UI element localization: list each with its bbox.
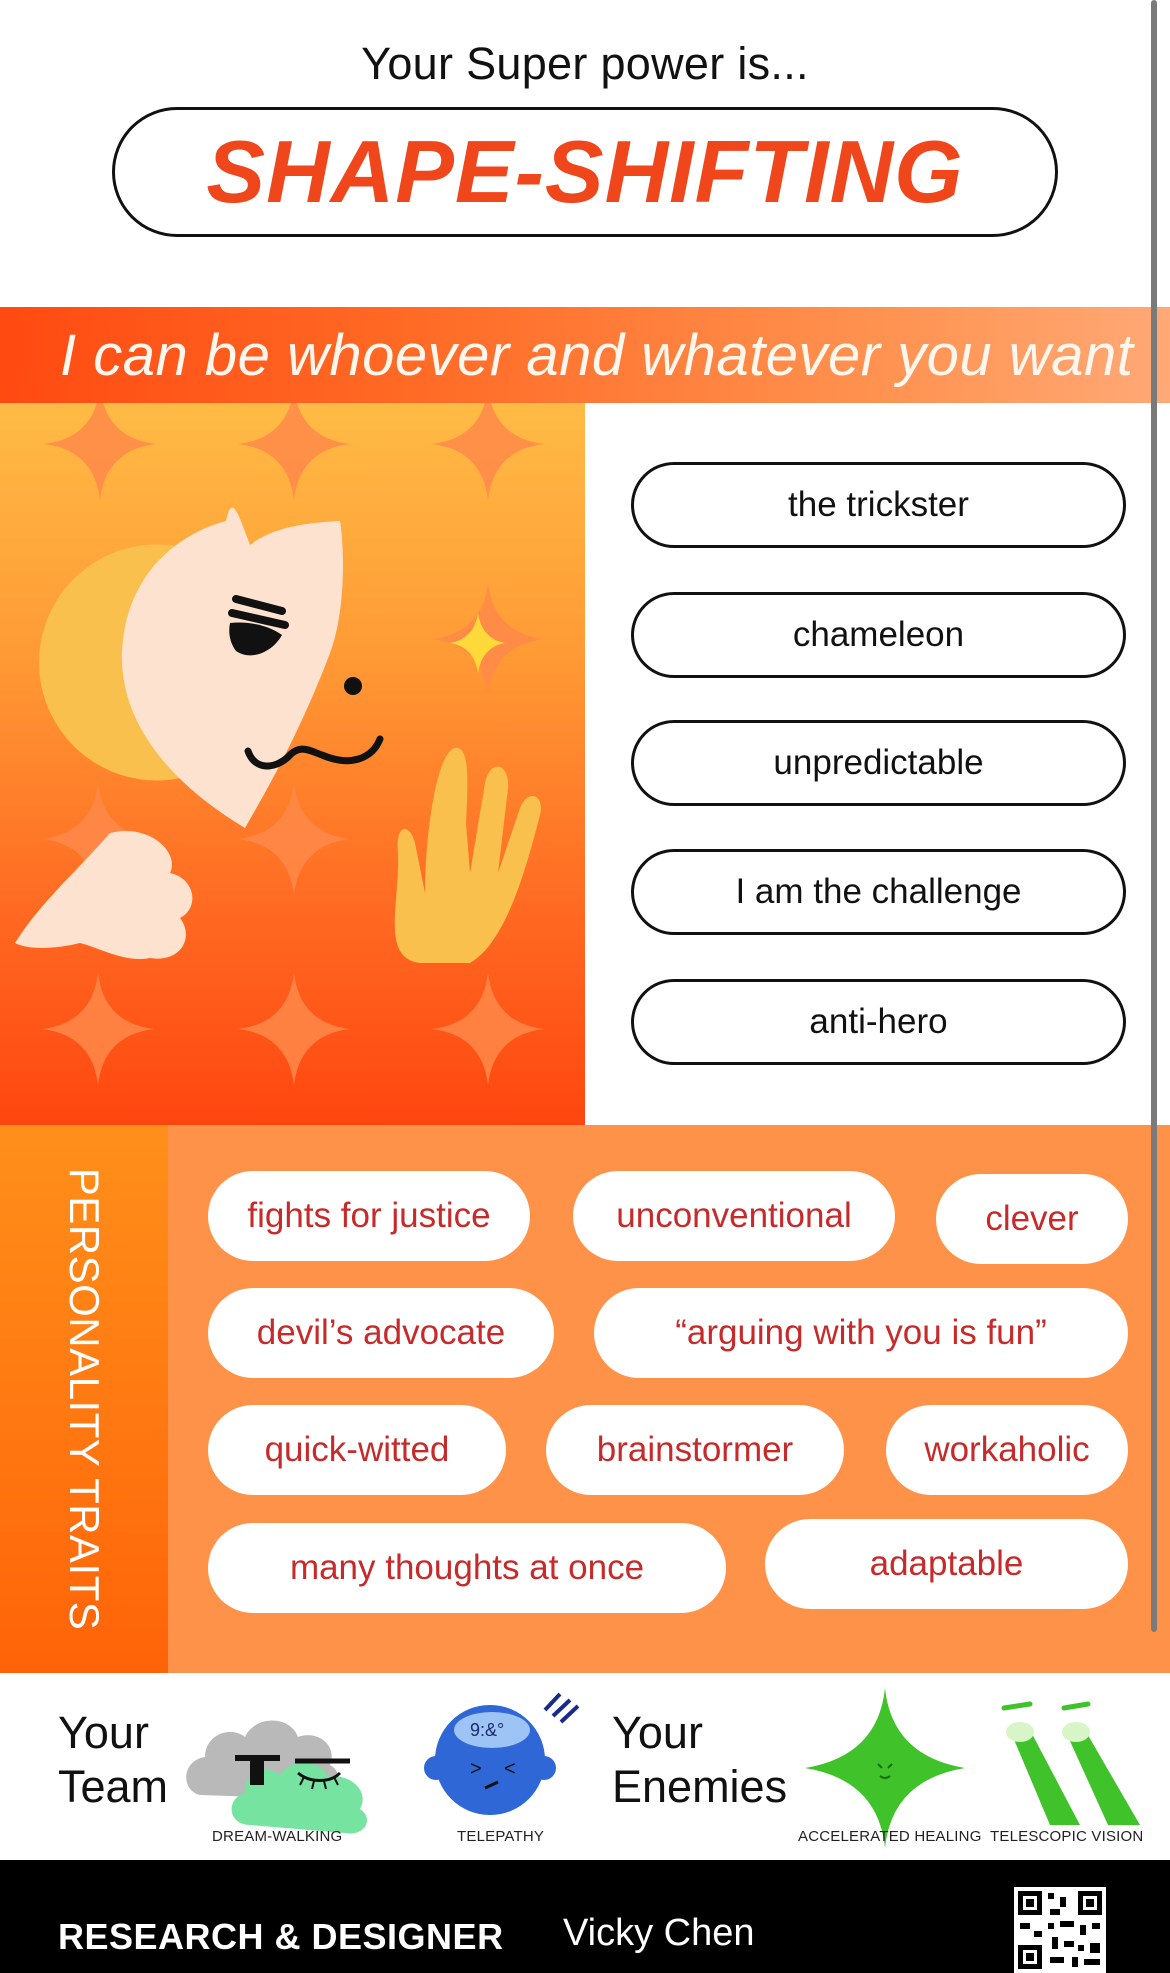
footer-bar xyxy=(0,1860,1170,1973)
team-heading-line1: Your xyxy=(58,1707,149,1758)
tagline-band xyxy=(0,307,1170,403)
enemies-caption-telescopic-vision: TELESCOPIC VISION xyxy=(990,1828,1144,1845)
team-heading-line2: Team xyxy=(58,1761,169,1812)
enemies-caption-accelerated-healing: ACCELERATED HEALING xyxy=(798,1828,982,1845)
team-caption-dream-walking: DREAM-WALKING xyxy=(212,1828,343,1845)
identity-pill-anti-hero: anti-hero xyxy=(631,979,1126,1065)
scrollbar[interactable] xyxy=(1151,0,1157,1632)
green-sparkle-icon xyxy=(800,1688,970,1848)
trait-arguing-is-fun: “arguing with you is fun” xyxy=(594,1288,1128,1378)
identity-pill-chameleon: chameleon xyxy=(631,592,1126,678)
svg-text:<: < xyxy=(504,1758,516,1780)
superpower-title: SHAPE-SHIFTING xyxy=(206,122,964,221)
trait-devils-advocate: devil’s advocate xyxy=(208,1288,554,1378)
identity-pill-trickster: the trickster xyxy=(631,462,1126,548)
enemies-heading-line1: Your xyxy=(612,1707,703,1758)
role-label: RESEARCH & DESIGNER xyxy=(58,1916,504,1957)
shape-shifter-illustration xyxy=(0,403,585,1125)
trait-fights-for-justice: fights for justice xyxy=(208,1171,530,1261)
intro-text: Your Super power is... xyxy=(361,38,809,89)
traits-panel xyxy=(168,1125,1170,1673)
green-eyes-beams-icon xyxy=(990,1700,1150,1830)
identity-pill-unpredictable: unpredictable xyxy=(631,720,1126,806)
trait-brainstormer: brainstormer xyxy=(546,1405,844,1495)
enemies-heading-line2: Enemies xyxy=(612,1761,788,1812)
traits-heading: PERSONALITY TRAITS xyxy=(61,1167,108,1631)
trait-unconventional: unconventional xyxy=(573,1171,895,1261)
cloud-dream-icon xyxy=(180,1695,400,1835)
trait-clever: clever xyxy=(936,1174,1128,1264)
trait-workaholic: workaholic xyxy=(886,1405,1128,1495)
trait-adaptable: adaptable xyxy=(765,1519,1128,1609)
character-head-icon xyxy=(39,508,505,828)
character-hand-left-icon xyxy=(15,831,192,959)
character-hand-right-icon xyxy=(395,748,541,963)
hero-illustration xyxy=(0,403,585,1125)
traits-side-panel xyxy=(0,1125,168,1673)
svg-text:9:&°: 9:&° xyxy=(470,1720,505,1740)
designer-name: Vicky Chen xyxy=(563,1912,755,1954)
team-caption-telepathy: TELEPATHY xyxy=(457,1828,545,1845)
qr-code-icon xyxy=(1014,1887,1106,1973)
blue-head-telepathy-icon xyxy=(420,1680,590,1820)
superpower-pill xyxy=(112,107,1058,237)
identity-pill-challenge: I am the challenge xyxy=(631,849,1126,935)
svg-text:>: > xyxy=(470,1758,482,1780)
trait-many-thoughts: many thoughts at once xyxy=(208,1523,726,1613)
trait-quick-witted: quick-witted xyxy=(208,1405,506,1495)
tagline-text: I can be whoever and whatever you want xyxy=(60,322,1134,388)
